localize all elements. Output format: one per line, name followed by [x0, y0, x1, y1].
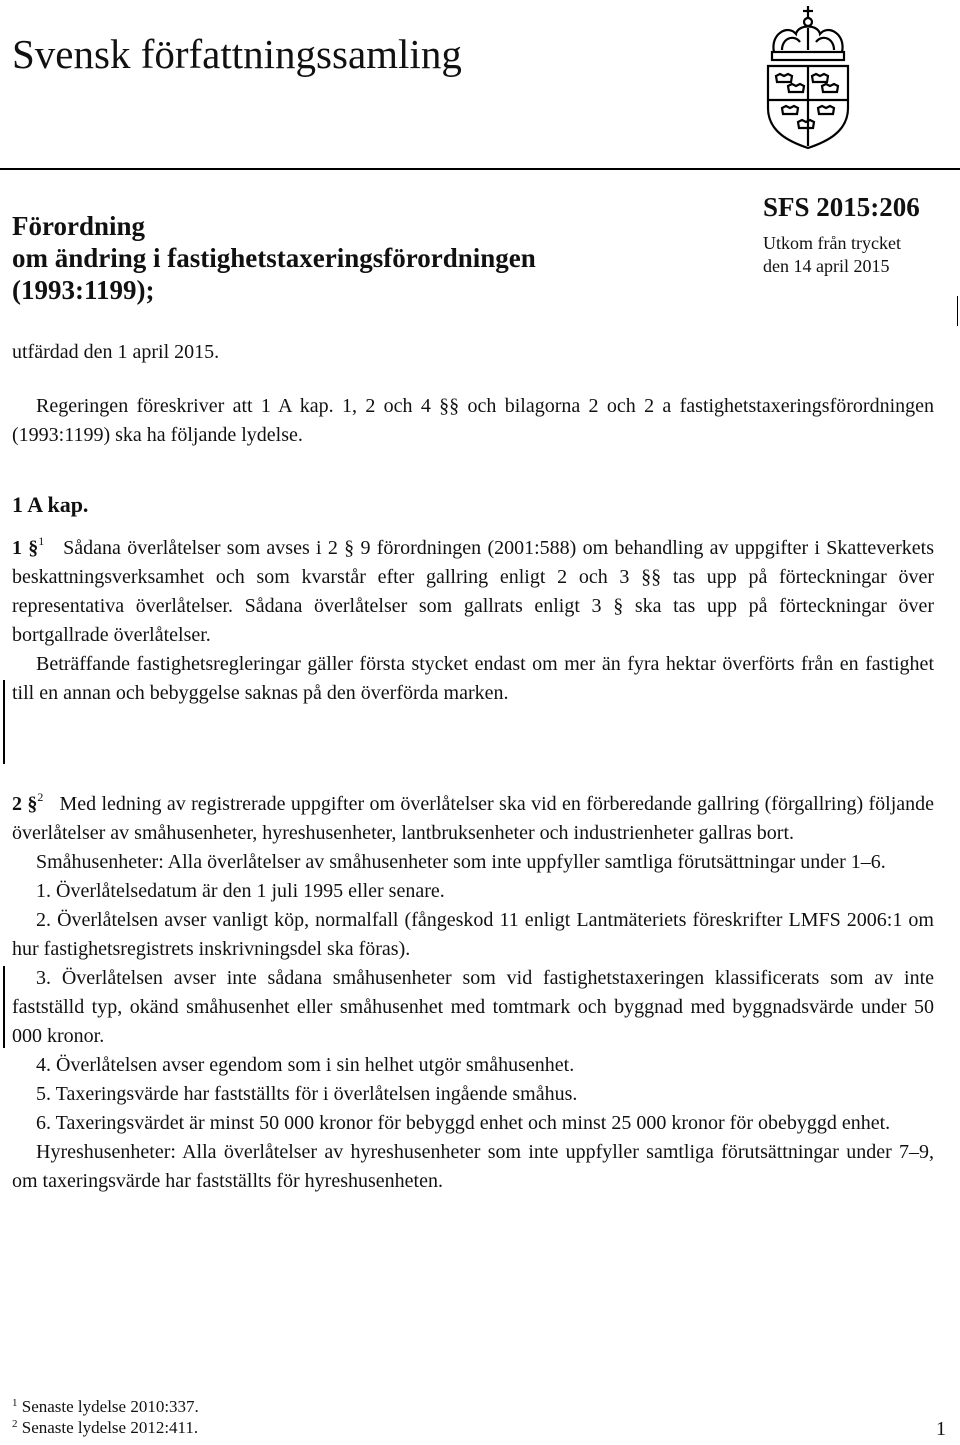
issued-date: utfärdad den 1 april 2015.: [12, 341, 220, 363]
sfs-info: [763, 192, 953, 278]
list-item: 5. Taxeringsvärde har fastställts för i överlåtelsen ingående småhus.: [36, 1083, 578, 1105]
footnote: [12, 1396, 199, 1417]
page-number: 1: [936, 1418, 946, 1440]
footnote-ref: 1: [38, 534, 45, 548]
footnote: [12, 1417, 199, 1438]
preamble: Regeringen föreskriver att 1 A kap. 1, 2 och 4 §§ och bilagorna 2 och 2 a fastighetstaxeringsförordningen (1993:1199) ska ha följande lydelse.: [12, 395, 934, 446]
section-text: Med ledning av registrerade uppgifter om överlåtelser ska vid en förberedande gallring (förgallring) följande överlåtelser av småhusenheter, hyreshusenheter, lantbruksenheter och industrienheter gallras bort.: [12, 793, 935, 844]
published-line: Utkom från trycket: [763, 233, 901, 253]
swedish-crest-icon: [760, 4, 856, 150]
list-item: 4. Överlåtelsen avser egendom som i sin helhet utgör småhusenhet.: [36, 1054, 575, 1076]
title-line: Förordning: [12, 211, 146, 241]
title-line: om ändring i fastighetstaxeringsförordningen: [12, 243, 536, 273]
section-number: 1 §: [12, 537, 39, 559]
footnotes: [12, 1396, 199, 1438]
chapter-heading: 1 A kap.: [12, 492, 89, 517]
list-item: 3. Överlåtelsen avser inte sådana småhusenheter som vid fastighetstaxeringen klassificerats som av inte fastställd typ, okänd småhusenhet eller småhusenhet med tomtmark och byggnad med byggnadsvärde under 50 000 kronor.: [12, 967, 934, 1047]
footnote-number: 2: [12, 1418, 18, 1430]
margin-rule: [957, 296, 958, 326]
header-rule: [0, 168, 960, 170]
section-1: [12, 534, 934, 708]
series-title: Svensk författningssamling: [12, 31, 462, 77]
list-item: 1. Överlåtelsedatum är den 1 juli 1995 eller senare.: [36, 880, 445, 902]
footnote-text: Senaste lydelse 2012:411.: [21, 1418, 199, 1437]
section-paragraph: Småhusenheter: Alla överlåtelser av småhusenheter som inte uppfyller samtliga förutsättningar under 1–6.: [36, 851, 886, 873]
published-date: den 14 april 2015: [763, 256, 890, 276]
change-bar: [3, 966, 5, 1048]
change-bar: [3, 680, 5, 764]
footnote-number: 1: [12, 1397, 18, 1409]
list-item: 6. Taxeringsvärdet är minst 50 000 kronor för bebyggd enhet och minst 25 000 kronor för obebyggd enhet.: [36, 1112, 891, 1134]
section-text: Sådana överlåtelser som avses i 2 § 9 förordningen (2001:588) om behandling av uppgifter i Skatteverkets beskattningsverksamhet och som kvarstår efter gallring enligt 2 och 3 §§ tas upp på förteckningar över representativa överlåtelser. Sådana överlåtelser som gallrats enligt 3 § ska tas upp på förteckningar över bortgallrade överlåtelser.: [12, 537, 934, 646]
footnote-text: Senaste lydelse 2010:337.: [21, 1397, 199, 1416]
section-2: [12, 790, 934, 1196]
section-paragraph: Beträffande fastighetsregleringar gäller första stycket endast om mer än fyra hektar överförts från en fastighet till en annan och bebyggelse saknas på den överförda marken.: [12, 653, 934, 704]
section-paragraph: Hyreshusenheter: Alla överlåtelser av hyreshusenheter som inte uppfyller samtliga förutsättningar under 7–9, om taxeringsvärde har fastställts för hyreshusenheten.: [12, 1141, 934, 1192]
list-item: 2. Överlåtelsen avser vanligt köp, normalfall (fångeskod 11 enligt Lantmäteriets föreskrifter LMFS 2006:1 om hur fastighetsregistrets inskrivningsdel ska föras).: [12, 909, 934, 960]
title-line: (1993:1199);: [12, 275, 155, 305]
sfs-number: SFS 2015:206: [763, 192, 920, 222]
document-title: [12, 210, 536, 306]
section-number: 2 §: [12, 793, 38, 815]
footnote-ref: 2: [37, 790, 44, 804]
